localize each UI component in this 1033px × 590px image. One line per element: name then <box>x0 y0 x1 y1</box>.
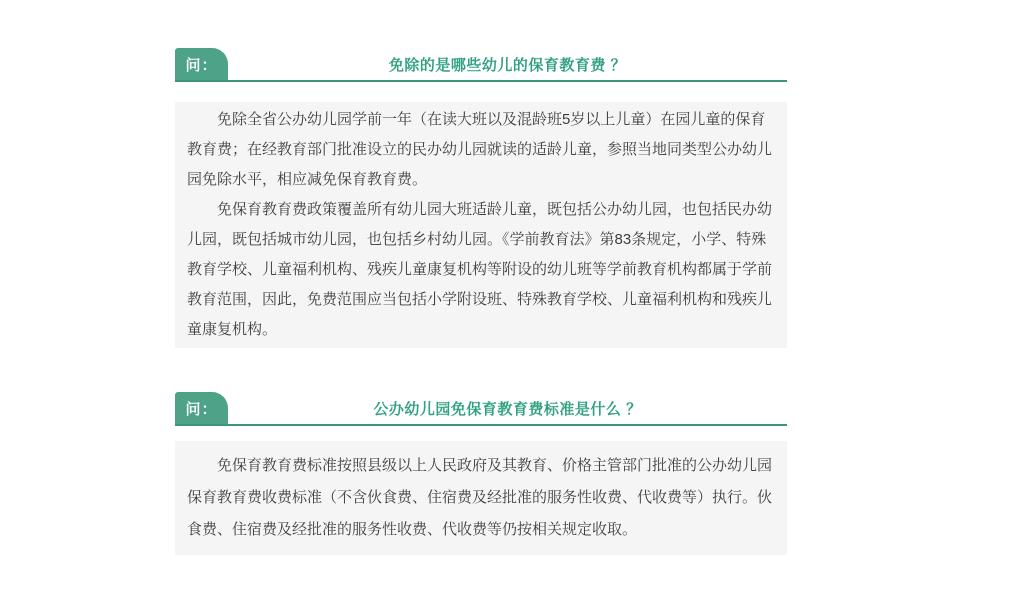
question-header <box>175 392 787 426</box>
answer-box <box>175 102 787 348</box>
question-tab-badge: 问： <box>175 48 228 80</box>
question-title: 公办幼儿园免保育教育费标准是什么 ？ <box>373 400 642 418</box>
question-title: 免除的是哪些幼儿的保育教育费 ？ <box>388 56 627 74</box>
question-header <box>175 48 787 82</box>
question-tab-badge: 问： <box>175 392 228 424</box>
answer-paragraph: 免除全省公办幼儿园学前一年（在读大班以及混龄班5岁以上儿童）在园儿童的保育教育费；在经教育部门批准设立的民办幼儿园就读的适龄儿童，参照当地同类型公办幼儿园免除水平，相应减免保育教育费。 <box>187 111 773 188</box>
answer-paragraph: 免保育教育费标准按照县级以上人民政府及其教育、价格主管部门批准的公办幼儿园保育教育费收费标准（不含伙食费、住宿费及经批准的服务性收费、代收费等）执行。伙食费、住宿费及经批准的服务性收费、代收费等仍按相关规定收取。 <box>187 457 773 538</box>
qa-section-exemption-scope <box>175 48 787 348</box>
answer-paragraph: 免保育教育费政策覆盖所有幼儿园大班适龄儿童，既包括公办幼儿园，也包括民办幼儿园，既包括城市幼儿园，也包括乡村幼儿园。《学前教育法》第83条规定，小学、特殊教育学校、儿童福利机构、残疾儿童康复机构等附设的幼儿班等学前教育机构都属于学前教育范围，因此，免费范围应当包括小学附设班、特殊教育学校、儿童福利机构和残疾儿童康复机构。 <box>187 201 773 338</box>
qa-section-fee-standard <box>175 392 787 555</box>
faq-content-column <box>175 48 787 555</box>
answer-box <box>175 441 787 555</box>
